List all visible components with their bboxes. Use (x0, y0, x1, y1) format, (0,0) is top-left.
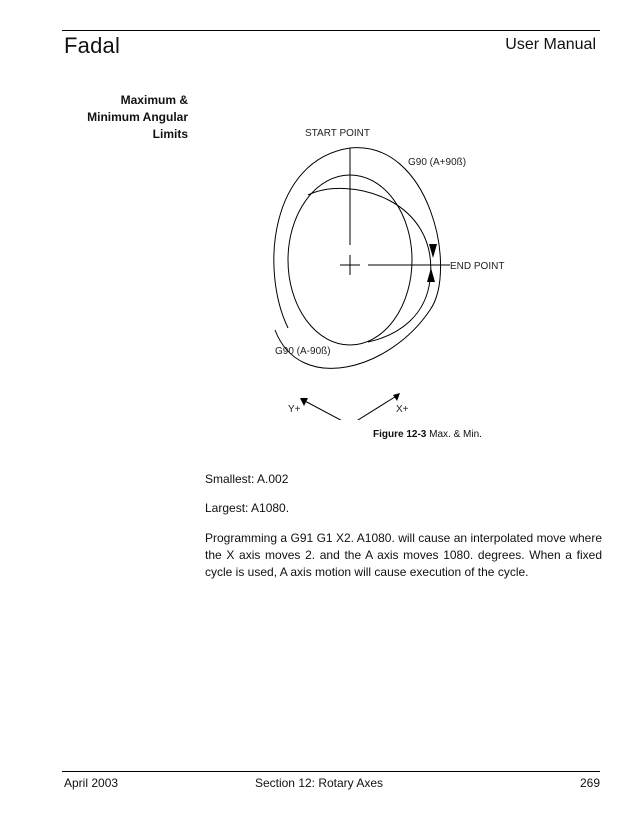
label-start-point: START POINT (305, 128, 371, 139)
rotary-limits-diagram (200, 120, 530, 420)
page-number: 269 (579, 776, 600, 790)
brand-name: Fadal (64, 33, 121, 58)
outer-arc (275, 148, 441, 369)
footer-rule (62, 771, 600, 772)
label-g90-plus: G90 (A+90ß) (408, 157, 467, 168)
figure-number: Figure 12-3 (373, 429, 427, 440)
figure-caption-text: Max. & Min. (429, 429, 482, 440)
largest-value: Largest: A1080. (205, 501, 290, 515)
programming-paragraph: Programming a G91 G1 X2. A1080. will cause an interpolated move where the X axis moves 2. and the A axis moves 1080. degrees. When a fixed cycle is used, A axis motion will cause execution of the cycle. (205, 531, 602, 579)
footer-section: Section 12: Rotary Axes (254, 776, 384, 790)
header-rule (62, 30, 600, 31)
label-x-plus: X+ (396, 404, 409, 415)
label-y-plus: Y+ (288, 404, 301, 415)
section-side-heading (78, 92, 188, 143)
x-axis-line (350, 395, 398, 420)
smallest-value: Smallest: A.002 (205, 472, 289, 486)
outer-left-arc (274, 148, 350, 328)
label-end-point: END POINT (450, 261, 505, 272)
label-g90-minus: G90 (A-90ß) (275, 346, 331, 357)
side-heading-line: Maximum & (120, 93, 188, 107)
figure-caption (373, 429, 482, 440)
side-heading-line: Limits (152, 127, 188, 141)
y-axis-line (303, 400, 350, 420)
footer-date: April 2003 (64, 776, 119, 790)
arrow-head-bottom (427, 268, 435, 282)
side-heading-line: Minimum Angular (87, 110, 188, 124)
manual-title: User Manual (505, 36, 596, 53)
